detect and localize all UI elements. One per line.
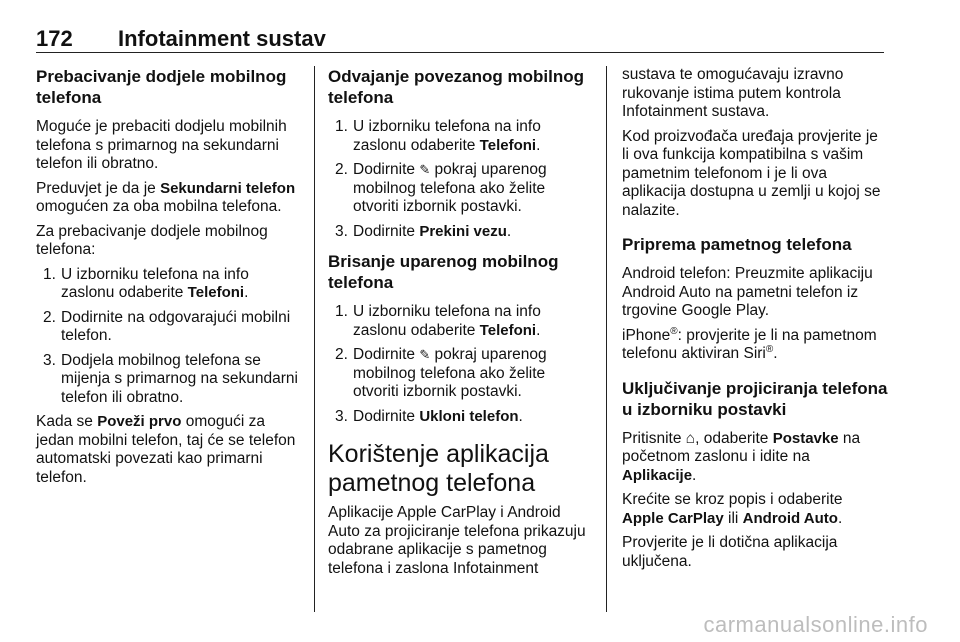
paragraph: Aplikacije Apple CarPlay i Android Auto za projiciranje telefona prikazuju odabrane aplikacije s pametnog telefona i zaslona Infotainment <box>328 504 586 577</box>
list-item: 3. Dodirnite Ukloni telefon. <box>335 407 523 425</box>
list-item: 1. U izborniku telefona na info zaslonu odaberite Telefoni. <box>43 265 249 301</box>
heading-switch-assignment: Prebacivanje dodjele mobilnog telefona <box>36 67 287 107</box>
steps-list <box>36 266 301 408</box>
list-item: 1. U izborniku telefona na info zaslonu odaberite Telefoni. <box>335 303 541 339</box>
heading-prepare-smartphone: Priprema pametnog telefona <box>622 235 852 254</box>
list-item: 3. Dodjela mobilnog telefona se mijenja s primarnog na sekundarni telefon ili obratno. <box>43 351 298 406</box>
page-number: 172 <box>36 26 73 51</box>
column-divider <box>314 66 315 612</box>
paragraph: iPhone®: provjerite je li na pametnom telefonu aktiviran Siri®. <box>622 325 877 362</box>
list-item: 2. Dodirnite ✎ pokraj uparenog mobilnog telefona ako želite otvoriti izbornik postavki. <box>335 161 547 215</box>
paragraph: sustava te omogućavaju izravno rukovanje istima putem kontrola Infotainment sustava. <box>622 66 844 120</box>
column-2 <box>328 66 593 584</box>
paragraph: Krećite se kroz popis i odaberite Apple CarPlay ili Android Auto. <box>622 491 843 527</box>
steps-list <box>328 303 593 426</box>
paragraph: Kada se Poveži prvo omogući za jedan mobilni telefon, taj će se telefon automatski povezati kao primarni telefon. <box>36 413 296 486</box>
term-connect-first: Poveži prvo <box>97 413 182 430</box>
paragraph: Pritisnite ⌂, odaberite Postavke na početnom zaslonu i idite na Aplikacije. <box>622 429 861 484</box>
pencil-icon: ✎ <box>419 162 431 177</box>
list-item: 2. Dodirnite na odgovarajući mobilni telefon. <box>43 308 291 344</box>
paragraph: Kod proizvođača uređaja provjerite je li ova funkcija kompatibilna s vašim pametnim telefonom i je li ova aplikacija dostupna u zemlji u kojoj se nalazite. <box>622 127 881 219</box>
pencil-icon: ✎ <box>419 347 431 362</box>
heading-smartphone-apps: Korištenje aplikacija pametnog telefona <box>328 440 549 497</box>
column-1 <box>36 66 301 493</box>
paragraph: Preduvjet je da je Sekundarni telefon omogućen za oba mobilna telefona. <box>36 179 296 215</box>
list-item: 2. Dodirnite ✎ pokraj uparenog mobilnog telefona ako želite otvoriti izbornik postavki. <box>335 346 547 400</box>
list-item: 1. U izborniku telefona na info zaslonu odaberite Telefoni. <box>335 118 541 154</box>
term-secondary-phone: Sekundarni telefon <box>160 179 296 197</box>
page-header <box>36 26 884 53</box>
heading-delete: Brisanje uparenog mobilnog telefona <box>328 252 559 292</box>
paragraph: Moguće je prebaciti dodjelu mobilnih telefona s primarnog na sekundarni telefon ili obratno. <box>36 118 287 172</box>
section-title: Infotainment sustav <box>118 26 326 51</box>
heading-enable-projection: Uključivanje projiciranja telefona u izborniku postavki <box>622 378 888 419</box>
steps-list <box>328 118 593 241</box>
paragraph: Za prebacivanje dodjele mobilnog telefona: <box>36 222 268 258</box>
paragraph: Provjerite je li dotična aplikacija uključena. <box>622 534 838 570</box>
home-icon: ⌂ <box>685 429 696 447</box>
watermark-text: carmanualsonline.info <box>703 612 928 637</box>
column-divider <box>606 66 607 612</box>
column-3 <box>622 66 888 577</box>
list-item: 3. Dodirnite Prekini vezu. <box>335 222 512 240</box>
heading-disconnect: Odvajanje povezanog mobilnog telefona <box>328 67 584 107</box>
paragraph: Android telefon: Preuzmite aplikaciju Android Auto na pametni telefon iz trgovine Google Play. <box>622 265 873 319</box>
